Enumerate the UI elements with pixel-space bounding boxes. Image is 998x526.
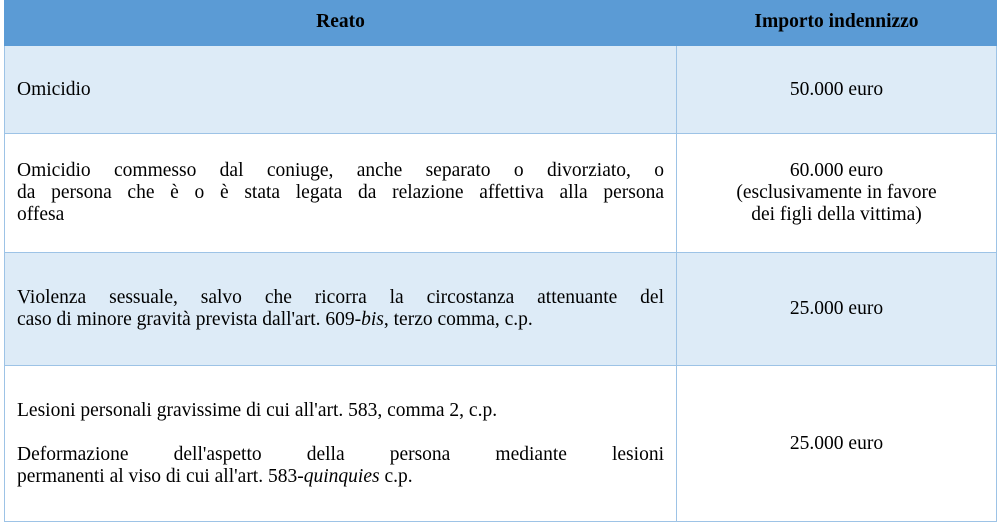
importo-text: 50.000 euro xyxy=(789,78,884,100)
reato-text: permanenti al viso di cui all'art. 583- xyxy=(17,465,304,487)
table-header-row xyxy=(5,1,997,46)
reato-line: Deformazione dell'aspetto della persona mediante lesioni xyxy=(17,443,664,465)
importo-text: 25.000 euro xyxy=(789,298,884,319)
table-row xyxy=(5,46,997,134)
reato-italic: bis xyxy=(361,309,384,330)
importo-cell xyxy=(677,366,997,522)
importo-text: 25.000 euro xyxy=(789,432,884,454)
reato-text: Omicidio xyxy=(17,78,91,100)
table-row xyxy=(5,253,997,366)
importo-text: 60.000 euro xyxy=(789,160,884,181)
indemnity-table xyxy=(4,0,997,522)
reato-line: Violenza sessuale, salvo che ricorra la circostanza attenuante del xyxy=(17,287,664,308)
reato-text: , terzo comma, c.p. xyxy=(383,309,533,330)
table-row xyxy=(5,134,997,253)
importo-cell xyxy=(677,46,997,134)
reato-text: c.p. xyxy=(379,465,413,487)
reato-paragraph: Lesioni personali gravissime di cui all'art. 583, comma 2, c.p. xyxy=(17,399,498,421)
importo-note: dei figli della vittima) xyxy=(751,204,922,225)
reato-paragraph xyxy=(17,444,664,488)
reato-line: da persona che è o è stata legata da relazione affettiva alla persona xyxy=(17,182,664,203)
importo-cell xyxy=(677,134,997,253)
header-importo: Importo indennizzo xyxy=(677,1,997,46)
reato-line xyxy=(17,309,664,331)
header-reato: Reato xyxy=(5,1,677,46)
reato-cell xyxy=(5,46,677,134)
reato-line: Omicidio commesso dal coniuge, anche separato o divorziato, o xyxy=(17,160,664,181)
reato-line xyxy=(17,466,664,488)
importo-cell xyxy=(677,253,997,366)
reato-cell xyxy=(5,253,677,366)
importo-note: (esclusivamente in favore xyxy=(736,182,937,203)
reato-cell xyxy=(5,366,677,522)
reato-italic: quinquies xyxy=(303,465,380,487)
reato-text: caso di minore gravità prevista dall'art. 609- xyxy=(17,309,362,330)
reato-cell xyxy=(5,134,677,253)
reato-line: offesa xyxy=(17,204,65,225)
table-row xyxy=(5,366,997,522)
